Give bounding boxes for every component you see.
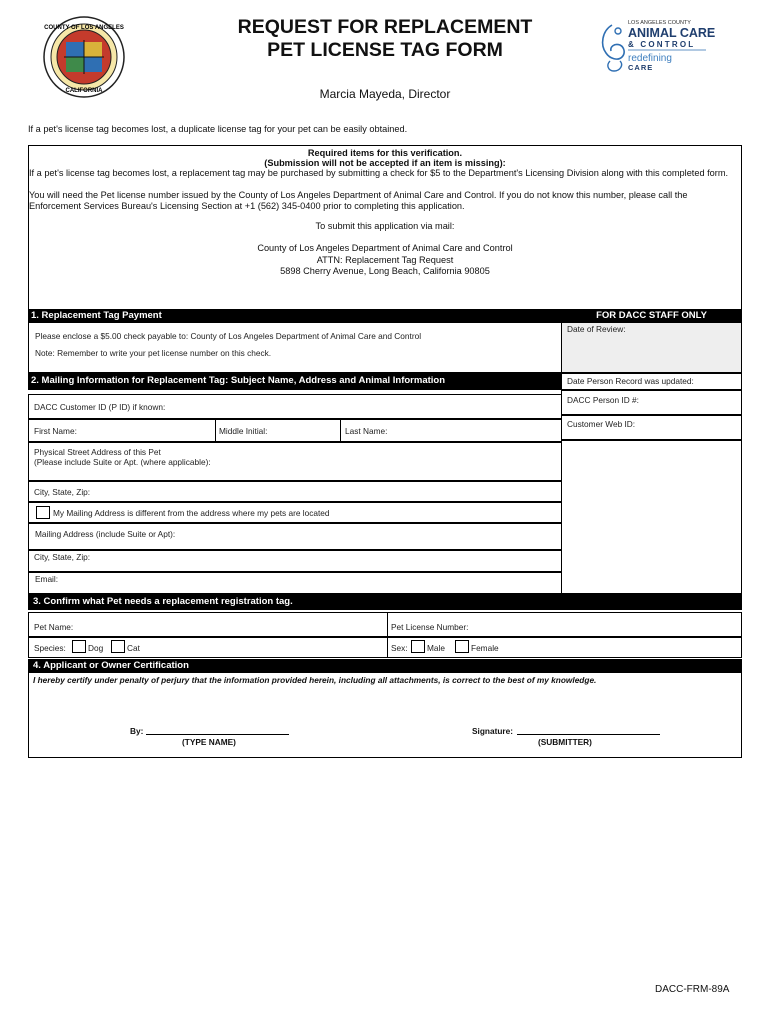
date-of-review-label: Date of Review: — [567, 324, 626, 334]
male-label: Male — [427, 643, 445, 653]
section-4-header: 4. Applicant or Owner Certification — [28, 659, 742, 672]
customer-id-label: DACC Customer ID (P ID) if known: — [34, 402, 166, 412]
mailing-different-checkbox[interactable] — [36, 506, 50, 519]
mail-address-line-2: ATTN: Replacement Tag Request — [316, 254, 454, 265]
required-line-2: (Submission will not be accepted if an item is missing): — [264, 158, 506, 168]
sex-label: Sex: — [391, 643, 408, 653]
pet-name-field[interactable]: Pet Name: — [34, 622, 74, 632]
pet-info-row — [28, 612, 742, 637]
city-state-zip-label: City, State, Zip: — [34, 487, 91, 497]
dog-label: Dog — [88, 643, 104, 653]
form-title — [200, 16, 570, 62]
email-label: Email: — [35, 574, 59, 584]
person-id-label: DACC Person ID #: — [567, 395, 639, 405]
name-row — [28, 419, 562, 442]
type-name-caption: (TYPE NAME) — [182, 737, 236, 747]
logo-line-4: CARE — [628, 63, 654, 72]
female-label: Female — [471, 643, 499, 653]
seal-text-bottom: CALIFORNIA — [65, 88, 103, 94]
payment-instruction: Please enclose a $5.00 check payable to: County of Los Angeles Department of Animal Care and Control — [35, 331, 422, 341]
logo-line-2: & CONTROL — [628, 40, 696, 49]
form-code: DACC-FRM-89A — [655, 984, 730, 995]
signature-label: Signature: — [472, 726, 514, 736]
staff-only-header: FOR DACC STAFF ONLY — [561, 309, 742, 322]
mailing-city-label: City, State, Zip: — [34, 552, 91, 562]
date-updated-label: Date Person Record was updated: — [567, 376, 694, 386]
street-address-label — [34, 448, 211, 467]
web-id-label: Customer Web ID: — [567, 419, 636, 429]
paragraph-1: If a pet's license tag becomes lost, a replacement tag may be purchased by submitting a check for $5 to the Department's Licensing Division along with this completed form. — [29, 168, 729, 178]
city-state-zip-field[interactable] — [28, 481, 562, 502]
species-label: Species: — [34, 643, 66, 653]
section-1-header: 1. Replacement Tag Payment — [28, 309, 561, 322]
by-label: By: — [130, 726, 144, 736]
animal-care-control-logo — [598, 17, 738, 75]
first-name-field[interactable]: First Name: — [34, 426, 77, 436]
logo-line-1: ANIMAL CARE — [628, 26, 716, 40]
section-2-header: 2. Mailing Information for Replacement Tag: Subject Name, Address and Animal Information — [28, 373, 561, 390]
paragraph-2: You will need the Pet license number issued by the County of Los Angeles Department of Animal Care and Control. If you do not know this number, please call the Enforcement Services Bureau's Licensing Section at +1 (562) 345-0400 prior to completing this application. — [29, 189, 688, 211]
title-line-2: PET LICENSE TAG FORM — [267, 39, 503, 61]
mailing-address-label: Mailing Address (include Suite or Apt): — [35, 529, 176, 539]
submit-instructions: To submit this application via mail: — [315, 220, 455, 231]
seal-text-top: COUNTY OF LOS ANGELES — [44, 25, 124, 31]
section-3-header: 3. Confirm what Pet needs a replacement registration tag. — [28, 594, 742, 610]
county-seal-logo — [43, 16, 125, 98]
certification-statement: I hereby certify under penalty of perjury that the information provided herein, including all attachments, is correct to the best of my knowledge. — [33, 675, 597, 685]
payment-note: Note: Remember to write your pet license number on this check. — [35, 348, 272, 358]
mailing-city-field[interactable] — [28, 550, 562, 572]
required-line-1: Required items for this verification. — [307, 148, 463, 158]
pet-license-number-field[interactable]: Pet License Number: — [391, 622, 469, 632]
mail-address-line-1: County of Los Angeles Department of Animal Care and Control — [257, 243, 513, 253]
title-line-1: REQUEST FOR REPLACEMENT — [237, 16, 533, 38]
middle-initial-field[interactable]: Middle Initial: — [219, 426, 268, 436]
logo-small-text: LOS ANGELES COUNTY — [628, 20, 691, 26]
logo-line-3: redefining — [628, 53, 672, 64]
name-divider-2 — [340, 419, 341, 442]
staff-blank-box — [561, 440, 742, 594]
male-checkbox[interactable] — [411, 640, 425, 653]
required-items-note — [29, 148, 741, 168]
type-name-line[interactable] — [146, 734, 289, 735]
submitter-caption: (SUBMITTER) — [538, 737, 592, 747]
name-divider-1 — [215, 419, 216, 442]
mailing-different-label: My Mailing Address is different from the address where my pets are located — [53, 508, 330, 518]
last-name-field[interactable]: Last Name: — [345, 426, 388, 436]
mail-address-line-3: 5898 Cherry Avenue, Long Beach, California 90805 — [280, 266, 490, 276]
street-address-label-1: Physical Street Address of this Pet — [34, 447, 161, 457]
email-field[interactable] — [28, 572, 562, 594]
cat-label: Cat — [127, 643, 140, 653]
cat-checkbox[interactable] — [111, 640, 125, 653]
street-address-label-2: (Please include Suite or Apt. (where applicable): — [34, 456, 211, 467]
intro-text: If a pet's license tag becomes lost, a duplicate license tag for your pet can be easily obtained. — [28, 124, 408, 134]
instructions-box — [28, 145, 742, 310]
signature-line[interactable] — [517, 734, 660, 735]
dog-checkbox[interactable] — [72, 640, 86, 653]
director-name: Marcia Mayeda, Director — [319, 87, 451, 101]
female-checkbox[interactable] — [455, 640, 469, 653]
